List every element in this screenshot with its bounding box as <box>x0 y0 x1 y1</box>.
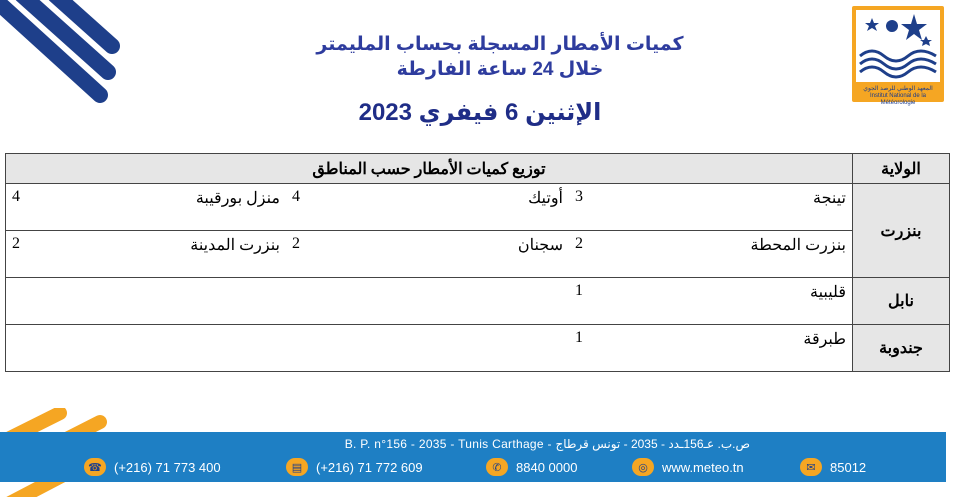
contact-phone <box>84 457 221 477</box>
contact-callcenter-text: 8840 0000 <box>516 459 578 475</box>
table-row-bizerte <box>6 184 950 278</box>
header-wilaya: الولاية <box>853 154 950 184</box>
station-value: 4 <box>12 188 20 205</box>
station-name: منزل بورقيبة <box>195 190 280 207</box>
contact-web-text[interactable]: www.meteo.tn <box>662 459 744 475</box>
station-value: 2 <box>575 235 583 252</box>
logo-caption-fr: Institut National de la Météorologie <box>869 93 927 106</box>
title-line-1: كميات الأمطار المسجلة بحساب المليمتر <box>316 34 684 55</box>
station-cell <box>569 325 853 372</box>
logo-caption-ar: المعهد الوطني للرصد الجوي <box>863 86 933 92</box>
contact-callcenter <box>486 457 577 477</box>
rainfall-table <box>5 153 950 372</box>
contact-web <box>632 457 744 477</box>
station-name: أوتيك <box>528 190 563 207</box>
station-cell <box>286 278 569 325</box>
station-cell <box>569 184 853 278</box>
web-icon: ◎ <box>632 458 654 476</box>
station-value: 2 <box>12 235 20 252</box>
contact-fax-text: (+216) 71 772 609 <box>316 459 423 475</box>
title-line-2: خلال 24 ساعة الفارطة <box>396 59 604 80</box>
contact-phone-text: (+216) 71 773 400 <box>114 459 221 475</box>
table-row-nabeul <box>6 278 950 325</box>
contact-sms <box>800 457 866 477</box>
region-jendouba: جندوبة <box>853 325 950 372</box>
station-name: قليبية <box>809 284 846 301</box>
station-value: 1 <box>575 329 583 346</box>
station-cell <box>286 325 569 372</box>
contact-sms-text: 85012 <box>830 459 867 475</box>
station-name: سجنان <box>517 237 563 254</box>
call-center-icon: ✆ <box>486 458 508 476</box>
fax-icon: ▤ <box>286 458 308 476</box>
station-name: بنزرت المدينة <box>190 237 280 254</box>
region-bizerte: بنزرت <box>853 184 950 278</box>
station-cell <box>569 278 853 325</box>
station-name: بنزرت المحطة <box>750 237 846 254</box>
station-value: 3 <box>575 188 583 205</box>
sms-icon: ✉ <box>800 458 822 476</box>
station-name: طبرقة <box>803 331 846 348</box>
station-value: 1 <box>575 282 583 299</box>
station-cell <box>6 184 287 278</box>
footer-address: B. P. n°156 - 2035 - Tunis Carthage - ص.ب. عـ156ـدد - 2035 - تونس قرطاج <box>344 437 750 451</box>
station-cell <box>6 278 287 325</box>
phone-icon: ☎ <box>84 458 106 476</box>
contact-fax <box>286 457 423 477</box>
station-value: 2 <box>292 235 300 252</box>
station-name: تينجة <box>812 190 846 207</box>
header-distribution: توزيع كميات الأمطار حسب المناطق <box>6 154 853 184</box>
region-nabeul: نابل <box>853 278 950 325</box>
station-cell <box>286 184 569 278</box>
station-value: 4 <box>292 188 300 205</box>
table-header-row <box>6 154 950 184</box>
station-cell <box>6 325 287 372</box>
report-date: الإثنين 6 فيفري 2023 <box>358 99 602 126</box>
table-row-jendouba <box>6 325 950 372</box>
